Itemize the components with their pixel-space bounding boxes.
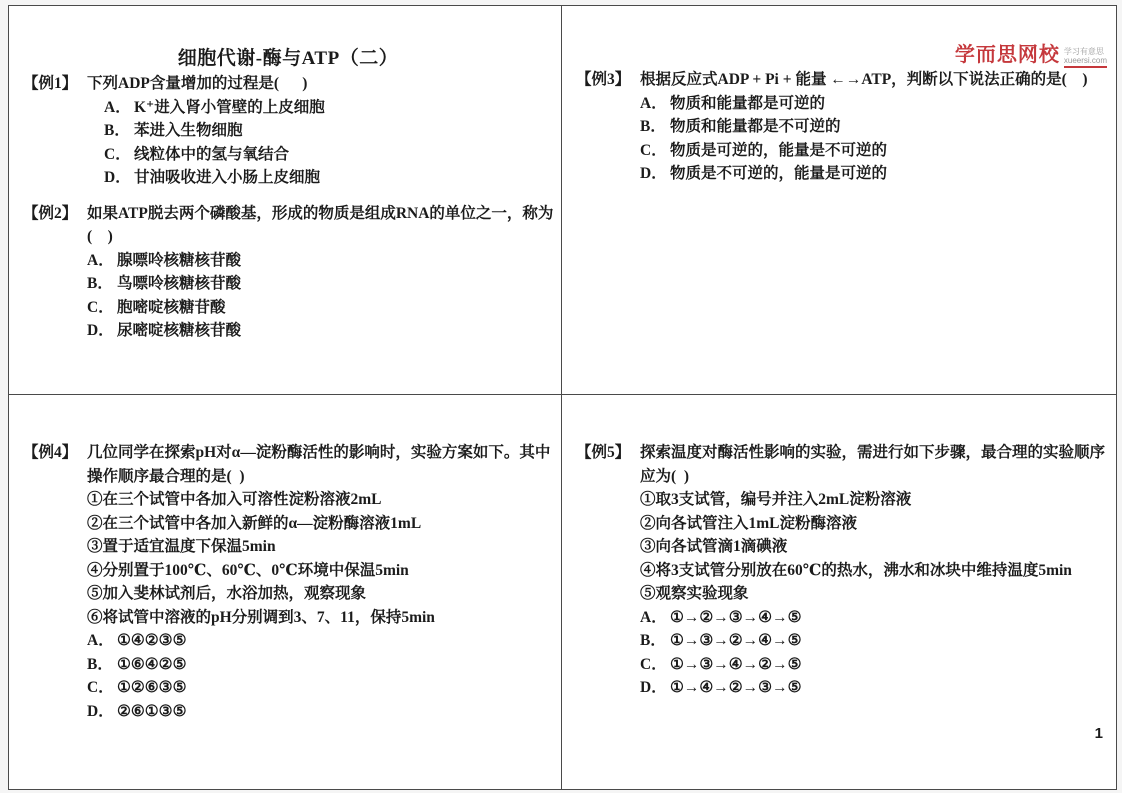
option-letter: C． — [87, 298, 114, 316]
page-title: 细胞代谢-酶与ATP（二） — [177, 48, 399, 69]
brand-name: 学而思网校 — [954, 44, 1060, 66]
option-text: ①→③→②→④→⑤ — [670, 632, 802, 649]
option-text: 物质和能量都是不可逆的 — [670, 118, 841, 135]
option-row — [640, 653, 1108, 677]
option-row — [87, 166, 553, 190]
question-label: 【例4】 — [23, 444, 78, 461]
step-line: ⑥将试管中溶液的pH分别调到3、7、11，保持5min — [87, 608, 435, 626]
option-row — [87, 676, 553, 700]
option-list — [87, 96, 553, 190]
option-letter: B． — [640, 632, 666, 649]
option-row — [87, 319, 553, 343]
option-row — [87, 700, 553, 724]
step-line: ①在三个试管中各加入可溶性淀粉溶液2mL — [87, 491, 382, 508]
option-text: 苯进入生物细胞 — [134, 122, 243, 139]
option-letter: C． — [640, 141, 667, 159]
option-row — [640, 92, 1108, 116]
question-stem-blank: 应为( ) — [640, 467, 690, 485]
question-label: 【例2】 — [23, 204, 78, 222]
option-row — [640, 606, 1108, 630]
option-row — [87, 96, 553, 120]
option-letter: C． — [87, 679, 114, 696]
option-text: ①②⑥③⑤ — [117, 679, 187, 696]
step-line: ③置于适宜温度下保温5min — [87, 538, 276, 555]
option-letter: A． — [87, 251, 114, 269]
question-label: 【例3】 — [576, 71, 631, 88]
quadrant-bottom-left — [9, 395, 562, 789]
question-stem: 如果ATP脱去两个磷酸基，形成的物质是组成RNA的单位之一，称为 — [87, 204, 554, 222]
option-text: 鸟嘌呤核糖核苷酸 — [117, 275, 242, 292]
option-row — [87, 272, 553, 296]
step-line: ④将3支试管分别放在60℃的热水，沸水和冰块中维持温度5min — [640, 561, 1072, 579]
option-text: ①④②③⑤ — [117, 632, 187, 649]
option-text: 腺嘌呤核糖核苷酸 — [117, 251, 242, 269]
option-row — [87, 296, 553, 320]
brand-tagline-block — [1064, 47, 1107, 68]
option-letter: B． — [640, 118, 666, 135]
option-text: ①→②→③→④→⑤ — [670, 608, 802, 626]
option-list — [87, 629, 553, 723]
option-letter: D． — [640, 679, 667, 696]
option-text: 物质是不可逆的，能量是可逆的 — [670, 165, 888, 182]
step-line: ①取3支试管，编号并注入2mL淀粉溶液 — [640, 491, 912, 508]
question-label: 【例5】 — [576, 444, 631, 461]
option-letter: D． — [104, 169, 131, 186]
option-text: ①⑥④②⑤ — [117, 655, 187, 673]
option-text: 物质是可逆的，能量是不可逆的 — [670, 141, 888, 159]
option-letter: D． — [640, 165, 667, 182]
option-letter: C． — [640, 655, 667, 673]
option-row — [87, 119, 553, 143]
option-letter: D． — [87, 322, 114, 339]
option-row — [87, 143, 553, 167]
quadrant-bottom-right — [562, 395, 1116, 789]
option-text: K⁺进入肾小管壁的上皮细胞 — [134, 98, 325, 116]
question-ex5 — [576, 441, 1108, 700]
page-number: 1 — [1094, 725, 1103, 742]
option-letter: A． — [640, 608, 667, 626]
option-text: 甘油吸收进入小肠上皮细胞 — [134, 169, 321, 186]
question-stem: 根据反应式ADP + Pi + 能量 ←→ATP，判断以下说法正确的是( ) — [640, 71, 1088, 88]
option-row — [640, 629, 1108, 653]
question-stem: 几位同学在探索pH对α—淀粉酶活性的影响时，实验方案如下。其中 — [87, 444, 551, 461]
brand-domain: xueersi.com — [1063, 56, 1107, 65]
quadrant-top-left — [9, 6, 562, 395]
brand-logo — [955, 44, 1107, 68]
worksheet-page — [8, 5, 1117, 790]
question-stem: 探索温度对酶活性影响的实验，需进行如下步骤，最合理的实验顺序 — [640, 444, 1106, 461]
option-text: 胞嘧啶核糖苷酸 — [117, 298, 226, 316]
step-line: ⑤观察实验现象 — [640, 585, 749, 602]
option-row — [87, 629, 553, 653]
option-letter: B． — [104, 122, 130, 139]
option-text: 尿嘧啶核糖核苷酸 — [117, 322, 242, 339]
option-letter: D． — [87, 702, 114, 720]
option-row — [87, 249, 553, 273]
question-ex3 — [576, 68, 1108, 186]
option-text: ①→④→②→③→⑤ — [670, 679, 802, 696]
option-letter: C． — [104, 145, 131, 163]
option-letter: B． — [87, 655, 113, 673]
option-list — [87, 249, 553, 343]
option-row — [87, 653, 553, 677]
step-line: ④分别置于100℃、60℃、0℃环境中保温5min — [87, 561, 409, 579]
option-letter: A． — [104, 98, 131, 116]
step-line: ⑤加入斐林试剂后，水浴加热，观察现象 — [87, 585, 367, 602]
step-line: ②向各试管注入1mL淀粉酶溶液 — [640, 514, 858, 532]
option-row — [640, 676, 1108, 700]
question-stem-blank: 操作顺序最合理的是( ) — [87, 467, 245, 485]
option-row — [640, 162, 1108, 186]
question-ex2 — [23, 202, 553, 343]
option-text: ①→③→④→②→⑤ — [670, 655, 802, 673]
question-ex4 — [23, 441, 553, 723]
option-text: 物质和能量都是可逆的 — [670, 94, 826, 112]
option-row — [640, 115, 1108, 139]
question-ex1 — [23, 72, 553, 190]
option-list — [640, 92, 1108, 186]
option-text: 线粒体中的氢与氧结合 — [134, 145, 290, 163]
option-letter: A． — [87, 632, 114, 649]
option-row — [640, 139, 1108, 163]
option-letter: B． — [87, 275, 113, 292]
question-stem-blank: ( ) — [87, 228, 113, 245]
brand-tagline: 学习有意思 — [1063, 47, 1104, 56]
question-stem: 下列ADP含量增加的过程是( ) — [87, 75, 308, 92]
step-line: ③向各试管滴1滴碘液 — [640, 538, 788, 555]
question-label: 【例1】 — [23, 75, 78, 92]
option-list — [640, 606, 1108, 700]
quadrant-top-right — [562, 6, 1116, 395]
step-line: ②在三个试管中各加入新鲜的α—淀粉酶溶液1mL — [87, 514, 422, 532]
option-letter: A． — [640, 94, 667, 112]
option-text: ②⑥①③⑤ — [117, 702, 187, 720]
